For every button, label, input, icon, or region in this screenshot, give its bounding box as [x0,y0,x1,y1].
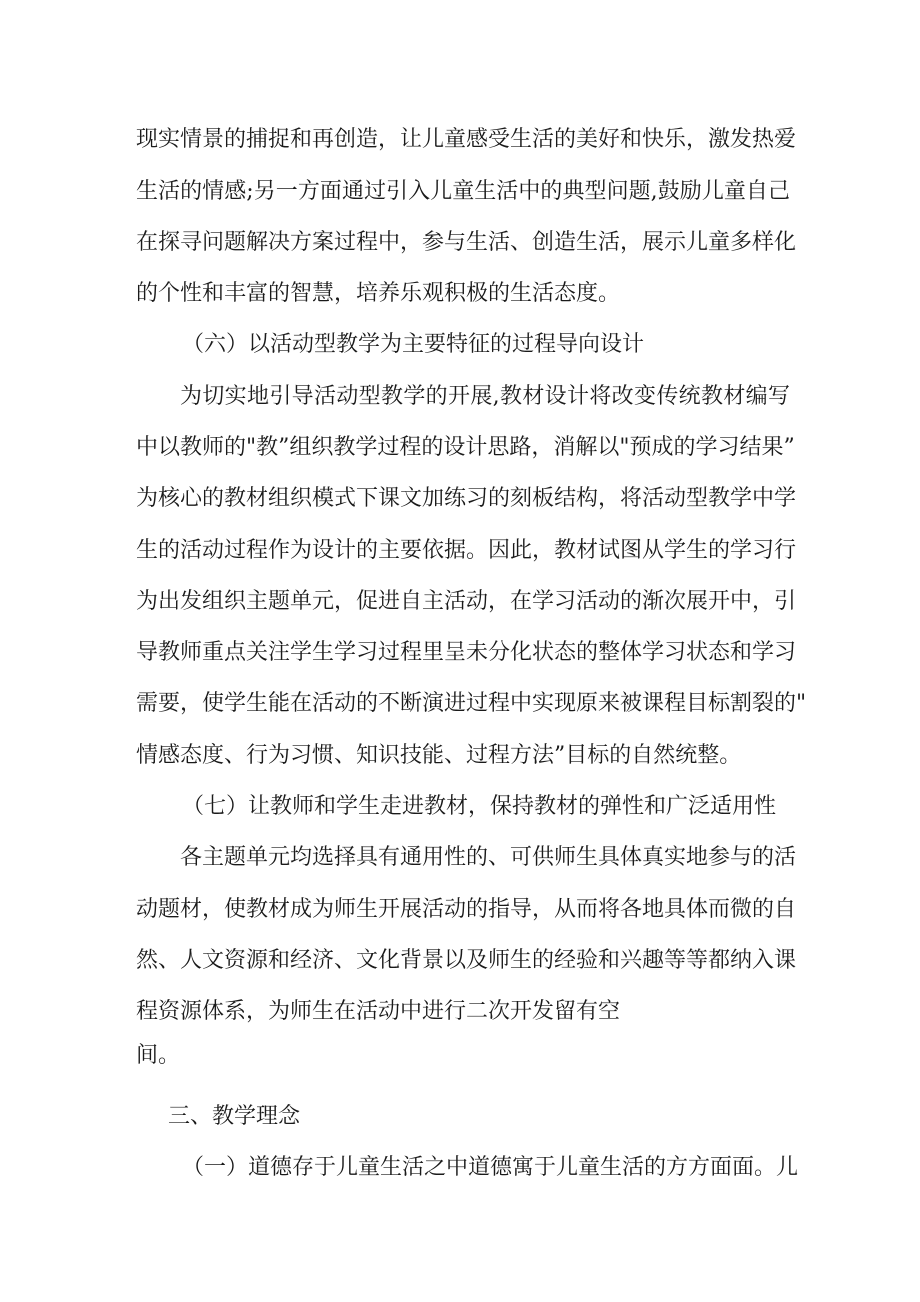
paragraph-line: 动题材，使教材成为师生开展活动的指导，从而将各地具体而微的自 [136,897,797,922]
paragraph-line: 生的活动过程作为设计的主要依据。因此，教材试图从学生的学习行 [136,538,797,563]
paragraph-line: 间。 [136,1043,181,1068]
paragraph-line: 在探寻问题解决方案过程中，参与生活、创造生活，展示儿童多样化 [136,230,797,255]
section-heading-7: （七）让教师和学生走进教材，保持教材的弹性和广泛适用性 [182,794,777,819]
paragraph-line: 然、人文资源和经济、文化背景以及师生的经验和兴趣等等都纳入课 [136,948,797,973]
paragraph-line: 情感态度、行为习惯、知识技能、过程方法”目标的自然统整。 [136,743,742,768]
paragraph-line: 的个性和丰富的智慧，培养乐观积极的生活态度。 [136,281,621,306]
paragraph-line: 现实情景的捕捉和再创造，让儿童感受生活的美好和快乐，激发热爱 [136,127,797,152]
chapter-heading-3: 三、教学理念 [168,1104,301,1129]
subsection-heading-1: （一）道德存于儿童生活之中道德寓于儿童生活的方方面面。儿 [182,1155,799,1180]
paragraph-line: 为出发组织主题单元，促进自主活动，在学习活动的渐次展开中，引 [136,589,797,614]
paragraph-line: 需要，使学生能在活动的不断演进过程中实现原来被课程目标割裂的" [136,691,807,716]
section-heading-6: （六）以活动型教学为主要特征的过程导向设计 [182,332,645,357]
paragraph-line: 程资源体系，为师生在活动中进行二次开发留有空 [136,999,621,1024]
paragraph-line: 导教师重点关注学生学习过程里呈未分化状态的整体学习状态和学习 [136,640,797,665]
paragraph-line: 为核心的教材组织模式下课文加练习的刻板结构，将活动型教学中学 [136,486,797,511]
paragraph-line: 各主题单元均选择具有通用性的、可供师生具体真实地参与的活 [180,845,797,870]
paragraph-line: 中以教师的"教”组织教学过程的设计思路，消解以"预成的学习结果” [136,435,795,460]
paragraph-line: 生活的情感;另一方面通过引入儿童生活中的典型问题,鼓励儿童自己 [136,179,790,204]
paragraph-line: 为切实地引导活动型教学的开展,教材设计将改变传统教材编写 [180,384,790,409]
